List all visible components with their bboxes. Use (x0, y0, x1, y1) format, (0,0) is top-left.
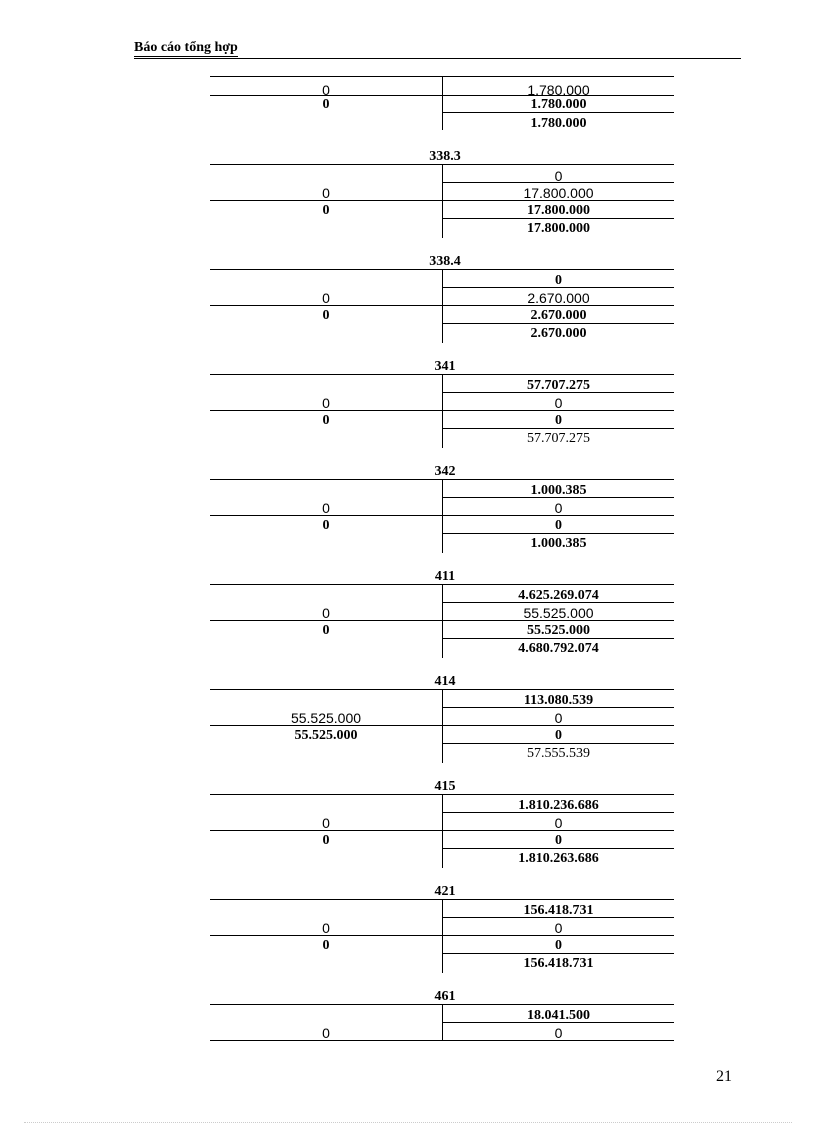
debit-arising: 0 (322, 82, 330, 98)
arising-line (210, 95, 674, 96)
total-line (442, 743, 674, 744)
arising-line (210, 1040, 674, 1041)
credit-arising: 2.670.000 (527, 290, 590, 306)
opening-balance: 0 (555, 273, 562, 288)
credit-arising: 0 (554, 500, 563, 516)
debit-arising: 0 (322, 920, 330, 936)
report-title: Báo cáo tổng hợp (134, 40, 238, 55)
debit-total: 0 (322, 833, 330, 848)
opening-line (442, 287, 674, 288)
credit-arising: 55.525.000 (523, 605, 594, 621)
total-line (442, 112, 674, 113)
opening-line (442, 917, 674, 918)
total-line (442, 428, 674, 429)
debit-arising: 0 (322, 1025, 330, 1041)
credit-arising: 0 (554, 710, 563, 726)
closing-balance: 17.800.000 (527, 221, 590, 236)
debit-total: 0 (322, 203, 330, 218)
account-code: 415 (434, 779, 456, 794)
account-code: 342 (434, 464, 456, 479)
debit-total: 0 (322, 938, 330, 953)
opening-line (442, 812, 674, 813)
account-code: 341 (434, 359, 456, 374)
credit-total: 0 (555, 833, 562, 848)
credit-arising: 17.800.000 (523, 185, 594, 201)
account-code: 461 (434, 989, 456, 1004)
arising-line (210, 515, 674, 516)
debit-arising: 0 (322, 395, 330, 411)
credit-total: 0 (555, 728, 562, 743)
opening-line (442, 497, 674, 498)
report-header (134, 40, 741, 59)
total-line (442, 848, 674, 849)
credit-total: 17.800.000 (527, 203, 590, 218)
arising-line (210, 410, 674, 411)
account-code: 411 (434, 569, 456, 584)
arising-line (210, 830, 674, 831)
arising-line (210, 305, 674, 306)
account-code: 338.3 (429, 149, 461, 164)
closing-balance: 156.418.731 (523, 956, 594, 971)
debit-total: 55.525.000 (294, 728, 358, 743)
closing-balance: 1.810.263.686 (518, 851, 599, 866)
debit-total: 0 (322, 413, 330, 428)
closing-balance: 2.670.000 (530, 326, 587, 341)
opening-line (442, 392, 674, 393)
opening-balance: 1.810.236.686 (518, 798, 599, 813)
opening-balance: 113.080.539 (523, 693, 594, 708)
page-number: 21 (716, 1068, 732, 1085)
arising-line (210, 935, 674, 936)
opening-balance: 18.041.500 (527, 1008, 590, 1023)
account-code: 414 (434, 674, 456, 689)
debit-total: 0 (322, 518, 330, 533)
total-line (442, 323, 674, 324)
credit-total: 0 (555, 413, 562, 428)
debit-arising: 55.525.000 (290, 710, 362, 726)
credit-total: 55.525.000 (527, 623, 590, 638)
debit-arising: 0 (322, 815, 330, 831)
total-line (442, 218, 674, 219)
credit-total: 0 (555, 518, 562, 533)
closing-balance: 1.000.385 (530, 536, 587, 551)
opening-balance: 1.000.385 (530, 483, 587, 498)
arising-line (210, 620, 674, 621)
total-line (442, 533, 674, 534)
credit-arising: 0 (554, 1025, 563, 1041)
closing-balance: 57.707.275 (527, 431, 590, 446)
opening-balance: 57.707.275 (527, 378, 590, 393)
credit-arising: 0 (554, 395, 563, 411)
opening-balance: 0 (554, 168, 563, 184)
account-code: 421 (434, 884, 456, 899)
debit-arising: 0 (322, 185, 330, 201)
arising-line (210, 725, 674, 726)
credit-arising: 1.780.000 (527, 82, 590, 98)
opening-line (442, 602, 674, 603)
opening-line (442, 707, 674, 708)
debit-arising: 0 (322, 290, 330, 306)
debit-arising: 0 (322, 605, 330, 621)
account-code: 338.4 (429, 254, 461, 269)
opening-balance: 156.418.731 (523, 903, 594, 918)
closing-balance: 4.680.792.074 (518, 641, 599, 656)
debit-arising: 0 (322, 500, 330, 516)
debit-total: 0 (322, 97, 330, 112)
total-line (442, 638, 674, 639)
closing-balance: 57.555.539 (527, 746, 590, 761)
opening-line (442, 182, 674, 183)
credit-total: 0 (555, 938, 562, 953)
debit-total: 0 (322, 308, 330, 323)
arising-line (210, 200, 674, 201)
credit-arising: 0 (554, 815, 563, 831)
credit-total: 2.670.000 (530, 308, 587, 323)
opening-line (442, 1022, 674, 1023)
credit-total: 1.780.000 (530, 97, 587, 112)
opening-balance: 4.625.269.074 (518, 588, 599, 603)
closing-balance: 1.780.000 (530, 116, 587, 131)
credit-arising: 0 (554, 920, 563, 936)
total-line (442, 953, 674, 954)
debit-total: 0 (322, 623, 330, 638)
